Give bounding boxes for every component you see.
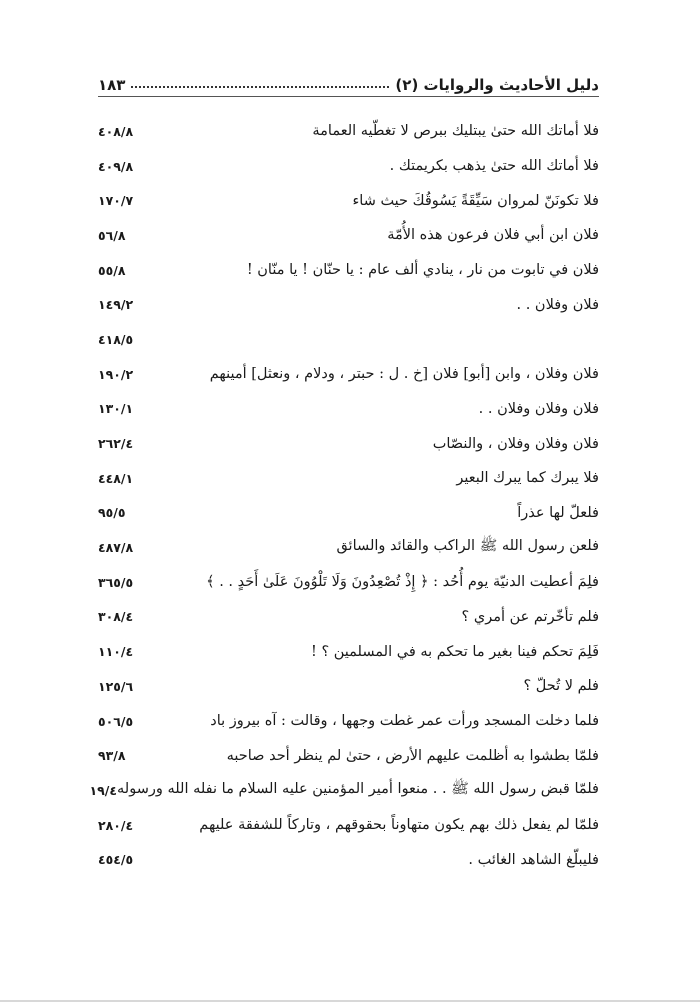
list-item — [98, 842, 599, 877]
list-item — [98, 634, 599, 669]
list-item — [98, 357, 599, 392]
entry-reference: ٤٥٤/٥ — [98, 852, 134, 868]
entry-text: فلم تأخّرتم عن أمري ؟ — [461, 608, 599, 625]
entry-reference: ٥٥/٨ — [98, 262, 126, 278]
entry-text: فلان ابن أبي فلان فرعون هذه الأُمّة — [387, 227, 599, 244]
list-item — [98, 704, 599, 739]
entry-reference: ١٩/٤ — [89, 782, 118, 798]
entry-text: فلان وفلان ، وابن [أبو] فلان [خ . ل : حبتر ، ودلام ، ونعثل] أمينهم — [209, 366, 599, 383]
list-item — [98, 808, 599, 843]
entry-reference: ٤٨٧/٨ — [98, 540, 134, 556]
list-item — [98, 287, 599, 322]
entry-text: فليبلّغ الشاهد الغائب . — [468, 851, 599, 868]
list-item — [98, 218, 599, 253]
list-item — [98, 530, 599, 565]
running-header — [98, 62, 599, 94]
page-bottom-edge — [0, 1000, 700, 1002]
entry-text: فلِمَ أعطيت الدنيّة يوم أُحُد : ﴿ إِذْ تُصْعِدُونَ وَلَا تَلْوُونَ عَلَىٰ أَحَدٍ . . ﴾ — [206, 574, 599, 591]
header-dot-leader — [131, 85, 389, 88]
list-item — [98, 565, 599, 600]
entry-text: فلمّا قبض رسول الله ﷺ . . منعوا أمير المؤمنين عليه السلام ما نفله الله ورسوله — [117, 780, 599, 797]
entry-reference: ٩٥/٥ — [98, 505, 126, 521]
entry-reference: ٢٨٠/٤ — [98, 817, 134, 833]
list-item — [98, 461, 599, 496]
entry-text: فلا يبرك كما يبرك البعير — [456, 470, 599, 487]
header-divider — [98, 96, 599, 97]
list-item — [98, 738, 599, 773]
list-item — [98, 426, 599, 461]
entry-reference: ١٩٠/٢ — [98, 366, 134, 382]
entry-text: فلا أماتك الله حتىٰ يذهب بكريمتك . — [389, 158, 599, 175]
entry-reference: ٤٠٩/٨ — [98, 158, 134, 174]
list-item — [98, 183, 599, 218]
list-item — [98, 600, 599, 635]
entry-text: فلان وفلان . . — [516, 296, 599, 313]
entry-reference: ٥٠٦/٥ — [98, 713, 134, 729]
entry-reference: ٢٦٢/٤ — [98, 436, 134, 452]
entry-reference: ٥٦/٨ — [98, 227, 126, 243]
entry-text: فلان وفلان وفلان ، والنصّاب — [432, 435, 599, 452]
entry-reference: ١١٠/٤ — [98, 644, 134, 660]
list-item — [89, 773, 599, 808]
list-item — [98, 114, 599, 149]
entry-text: فلا أماتك الله حتىٰ يبتليك ببرص لا تغطّيه العمامة — [312, 123, 599, 140]
entry-reference: ٤١٨/٥ — [98, 331, 134, 347]
list-item — [98, 322, 599, 357]
entry-reference: ٩٣/٨ — [98, 748, 126, 764]
entry-text: فلمّا بطشوا به أظلمت عليهم الأرض ، حتىٰ لم ينظر أحد صاحبه — [226, 747, 599, 764]
entry-reference: ٣٦٥/٥ — [98, 574, 134, 590]
entry-reference: ١٢٥/٦ — [98, 678, 134, 694]
header-title: دليل الأحاديث والروايات (٢) — [395, 76, 599, 94]
entry-text: فلعلّ لها عذراً — [517, 504, 599, 521]
entry-text: فلان في تابوت من نار ، ينادي ألف عام : يا حنّان ! يا منّان ! — [246, 262, 599, 279]
list-item — [98, 253, 599, 288]
entry-text: فلعن رسول الله ﷺ الراكب والقائد والسائق — [336, 538, 599, 555]
entry-reference: ١٣٠/١ — [98, 401, 134, 417]
page-number: ١٨٣ — [98, 76, 126, 94]
entry-text: فلا تكونَنّ لمروان سَيِّقَةً يَسُوقُكَ حيث شاء — [352, 192, 599, 209]
entry-reference: ٣٠٨/٤ — [98, 609, 134, 625]
list-item — [98, 496, 599, 531]
entry-text: فلان وفلان وفلان . . — [478, 400, 599, 417]
list-item — [98, 392, 599, 427]
list-item — [98, 149, 599, 184]
entry-text: فلم لا تُحلّ ؟ — [523, 678, 599, 695]
entry-reference: ١٤٩/٢ — [98, 297, 134, 313]
entry-text: فَلِمَ تحكم فينا بغير ما تحكم به في المسلمين ؟ ! — [311, 643, 599, 660]
entry-reference: ٤٠٨/٨ — [98, 123, 134, 139]
entry-reference: ١٧٠/٧ — [98, 193, 134, 209]
entry-reference: ٤٤٨/١ — [98, 470, 134, 486]
entry-text: فلما دخلت المسجد ورأت عمر غطت وجهها ، وقالت : آه بيروز باد — [210, 713, 599, 730]
list-item — [98, 669, 599, 704]
entry-list — [89, 114, 599, 877]
entry-text: فلمّا لم يفعل ذلك بهم يكون متهاوناً بحقوقهم ، وتاركاً للشفقة عليهم — [199, 817, 599, 834]
